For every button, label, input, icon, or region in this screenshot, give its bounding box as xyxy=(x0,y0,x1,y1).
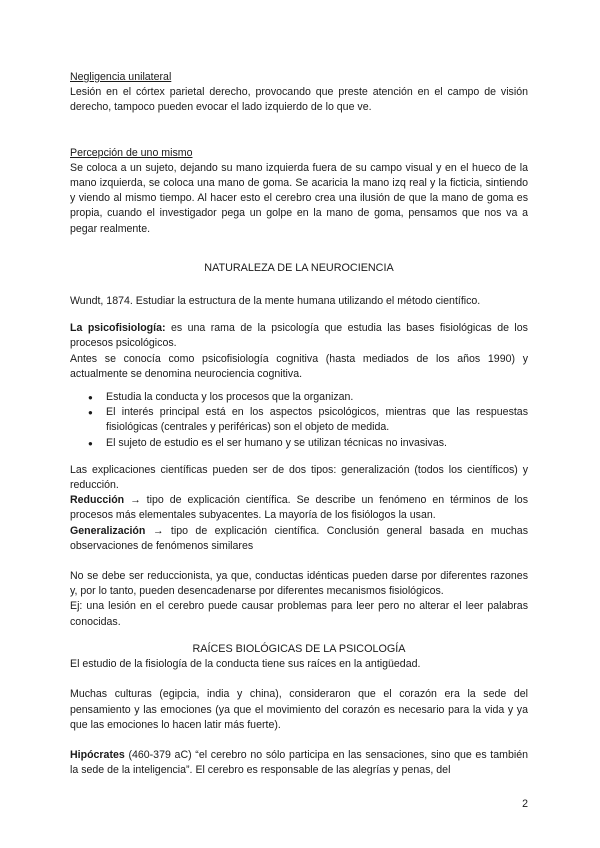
list-item: ● El interés principal está en los aspectos psicológicos, mientras que las respuestas fisiológicas (centrales y periféricas) son el objeto de medida. xyxy=(106,405,528,435)
psychophysiology-paragraph xyxy=(70,321,528,351)
neglect-heading: Negligencia unilateral xyxy=(70,71,172,83)
page-number: 2 xyxy=(522,798,528,810)
hippocrates-term: Hipócrates xyxy=(70,748,125,761)
psychophysiology-term: La psicofisiología: xyxy=(70,322,166,335)
reduction-paragraph xyxy=(70,493,528,523)
list-item: ● El sujeto de estudio es el ser humano y se utilizan técnicas no invasivas. xyxy=(106,436,528,451)
psychophysiology-definition: es una rama de la psicología que estudia las bases fisiológicas de los procesos psicológicos. xyxy=(70,322,528,350)
example-text: Ej: una lesión en el cerebro puede causar problemas para leer pero no alterar el leer palabras conocidas. xyxy=(70,600,528,628)
neglect-text: Lesión en el córtex parietal derecho, provocando que preste atención en el campo de visión derecho, tampoco pueden evocar el lado izquierdo de lo que ve. xyxy=(70,86,528,114)
section-title-biological-roots: RAÍCES BIOLÓGICAS DE LA PSICOLOGÍA xyxy=(192,642,406,655)
hippocrates-paragraph xyxy=(70,748,528,778)
self-perception-heading: Percepción de uno mismo xyxy=(70,146,193,159)
generalization-term: Generalización xyxy=(70,524,146,537)
explanations-text: Las explicaciones científicas pueden ser de dos tipos: generalización (todos los científicos) y reducción. xyxy=(70,463,528,492)
wundt-text: Wundt, 1874. Estudiar la estructura de la mente humana utilizando el método científico. xyxy=(70,295,481,308)
generalization-paragraph xyxy=(70,524,528,554)
document-page xyxy=(70,70,528,778)
cultures-text: Muchas culturas (egipcia, india y china), consideraron que el corazón era la sede del pensamiento y las emociones (ya que el movimiento del corazón es necesario para la vida y ya que las emociones lo hacen latir más fuerte). xyxy=(70,688,528,731)
list-item: ● Estudia la conducta y los procesos que la organizan. xyxy=(106,390,528,405)
biological-roots-intro: El estudio de la fisiología de la conducta tiene sus raíces en la antigüedad. xyxy=(70,658,421,671)
generalization-definition: → tipo de explicación científica. Conclusión general basada en muchas observaciones de fenómenos similares xyxy=(70,524,528,552)
section-title-neuroscience: NATURALEZA DE LA NEUROCIENCIA xyxy=(204,261,394,274)
psychophysiology-note: Antes se conocía como psicofisiología cognitiva (hasta mediados de los años 1990) y actualmente se denomina neurociencia cognitiva. xyxy=(70,352,528,380)
reduction-definition: → tipo de explicación científica. Se describe un fenómeno en términos de los procesos más elementales subyacentes. La mayoría de los fisiólogos la usan. xyxy=(70,494,528,522)
reductionist-text: No se debe ser reduccionista, ya que, conductas idénticas pueden darse por diferentes razones y, por lo tanto, pueden desencadenarse por diferentes mecanismos fisiológicos. xyxy=(70,570,528,598)
reduction-term: Reducción xyxy=(70,494,125,507)
hippocrates-text: (460-379 aC) “el cerebro no sólo participa en las sensaciones, sino que es también la sede de la inteligencia”. El cerebro es responsable de las alegrías y penas, del xyxy=(70,748,528,777)
bullet-list xyxy=(70,390,528,451)
self-perception-text: Se coloca a un sujeto, dejando su mano izquierda fuera de su campo visual y en el hueco de la mano izquierda, se coloca una mano de goma. Se acaricia la mano izq real y la ficticia, sintiendo y viendo al mismo tiempo. Al hacer esto el cerebro crea una ilusión de que la mano de goma es propia, cuando el investigador pega un golpe en la mano de goma, pensamos que nos va a pegar realmente. xyxy=(70,161,528,235)
